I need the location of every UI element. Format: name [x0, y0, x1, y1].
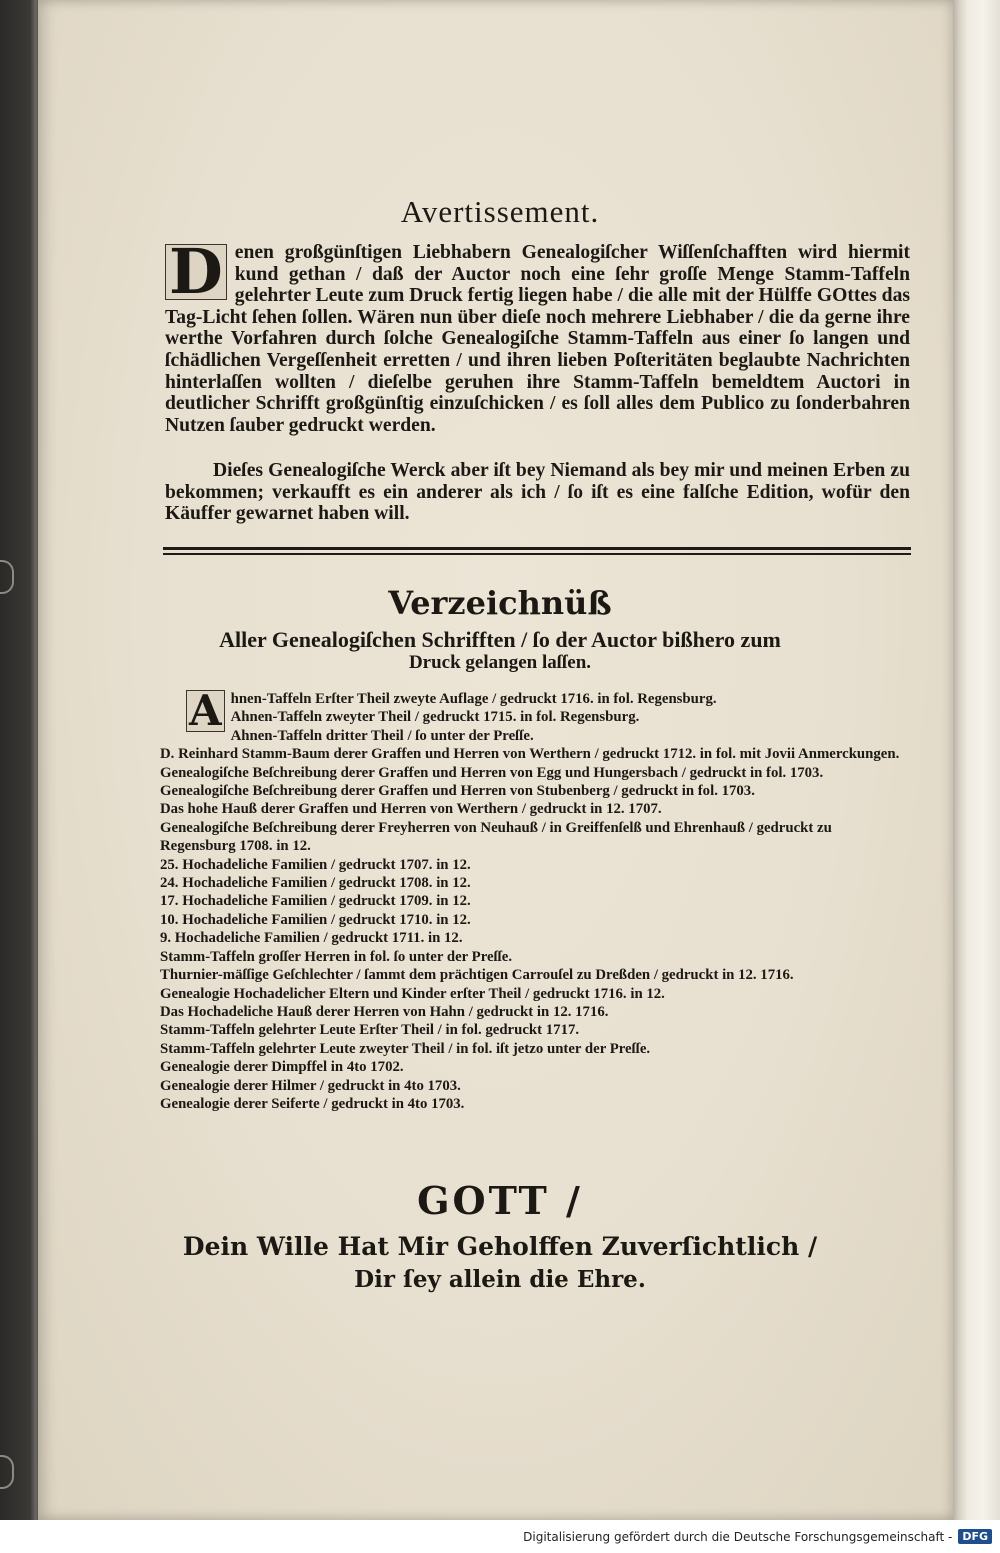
avertissement-text: enen großgünſtigen Liebhabern Genealogiſcher Wiſſenſchafften wird hiermit kund gethan / daß der Auctor noch eine ſehr groſſe Menge Stamm-Taffeln gelehrter Leute zum Druck fertig liegen habe / die alle mit der Hülffe GOttes das Tag-Licht ſehen ſollen. Wären nun über dieſe noch mehrere Liebhaber / die da gerne ihre werthe Vorfahren durch ſolche Genealogiſche Stamm-Taffeln aus einer ſo langen und ſchädlichen Vergeſſenheit erretten / und ihren lieben Poſteritäten beglaubte Nachrichten hinterlaſſen wollten / dieſelbe geruhen ihre Stamm-Taffeln bemeldtem Auctori in deutlicher Schrifft großgünſtig einzuſchicken / es ſoll alles dem Publico zu ſonderbahren Nutzen ſauber gedruckt werden. — [165, 242, 910, 436]
dfg-logo-icon: DFG — [958, 1529, 992, 1544]
closing-motto: Dein Wille Hat Mir Geholffen Zuverſichtlich / — [182, 1232, 818, 1261]
list-item: 9. Hochadeliche Familien / gedruckt 1711. in 12. — [160, 930, 463, 947]
verzeichnis-title: Verzeichnüß — [388, 584, 612, 622]
double-rule-bottom — [163, 553, 911, 555]
list-item: Das hohe Hauß derer Graffen und Herren von Werthern / gedruckt in 12. 1707. — [160, 801, 662, 818]
verzeichnis-subtitle-2: Druck gelangen laſſen. — [408, 652, 592, 673]
list-item: D. Reinhard Stamm-Baum derer Graffen und Herren von Werthern / gedruckt 1712. in fol. mit Jovii Anmerckungen. — [160, 746, 900, 763]
avertissement-paragraph — [165, 235, 910, 436]
digitization-footer — [0, 1520, 1000, 1553]
avertissement-heading: Avertissement. — [400, 194, 600, 229]
closing-gott: GOTT / — [417, 1178, 583, 1223]
list-item: Stamm-Taffeln gelehrter Leute Erſter Theil / in fol. gedruckt 1717. — [160, 1022, 580, 1039]
double-rule-top — [163, 547, 911, 550]
avertissement-paragraph-2 — [165, 460, 910, 525]
list-item: Genealogiſche Beſchreibung derer Freyherren von Neuhauß / in Greiffenſelß und Ehrenhauß / gedruckt zu Regensburg 1708. in 12. — [160, 819, 832, 855]
list-item: Ahnen-Taffeln dritter Theil / ſo unter der Preſſe. — [230, 727, 534, 744]
list-item: 10. Hochadeliche Familien / gedruckt 1710. in 12. — [160, 911, 471, 928]
list-item: Genealogie Hochadelicher Eltern und Kinder erſter Theil / gedruckt 1716. in 12. — [160, 985, 665, 1002]
binding-ring — [0, 1455, 14, 1489]
list-item: Genealogie derer Seiferte / gedruckt in 4to 1703. — [160, 1095, 465, 1112]
list-item: Stamm-Taffeln groſſer Herren in fol. ſo unter der Preſſe. — [160, 948, 513, 965]
list-item: Genealogie derer Hilmer / gedruckt in 4to 1703. — [160, 1077, 461, 1094]
list-item: Stamm-Taffeln gelehrter Leute zweyter Theil / in fol. iſt jetzo unter der Preſſe. — [160, 1040, 651, 1057]
drop-cap: D — [165, 244, 227, 300]
footer-credit: Digitalisierung gefördert durch die Deutsche Forschungsgemeinschaft - — [523, 1529, 953, 1544]
list-item: 24. Hochadeliche Familien / gedruckt 1708. in 12. — [160, 875, 471, 892]
list-item: 17. Hochadeliche Familien / gedruckt 1709. in 12. — [160, 893, 471, 910]
list-item: Thurnier-mäſſige Geſchlechter / ſammt dem prächtigen Carrouſel zu Dreßden / gedruckt in 12. 1716. — [160, 967, 794, 984]
list-item: Genealogie derer Dimpffel in 4to 1702. — [160, 1059, 404, 1076]
list-drop-cap: A — [186, 690, 225, 732]
list-item: A hnen-Taffeln Erſter Theil zweyte Auflage / gedruckt 1716. in fol. Regensburg. — [160, 690, 910, 708]
publication-list — [160, 686, 910, 1113]
list-item: Genealogiſche Beſchreibung derer Graffen und Herren von Egg und Hungersbach / gedruckt in fol. 1703. — [160, 764, 824, 781]
avertissement-text-2: Dieſes Genealogiſche Werck aber iſt bey Niemand als bey mir und meinen Erben zu bekommen; verkaufft es ein anderer als ich / ſo iſt es eine falſche Edition, wofür den Käuffer gewarnet haben will. — [165, 460, 910, 525]
verzeichnis-subtitle: Aller Genealogiſchen Schrifften / ſo der Auctor bißhero zum — [219, 627, 781, 652]
list-item: 25. Hochadeliche Familien / gedruckt 1707. in 12. — [160, 856, 471, 873]
list-item: Das Hochadeliche Hauß derer Herren von Hahn / gedruckt in 12. 1716. — [160, 1003, 609, 1020]
list-item: Ahnen-Taffeln zweyter Theil / gedruckt 1715. in fol. Regensburg. — [230, 709, 640, 726]
closing-ehre: Dir ſey allein die Ehre. — [354, 1266, 646, 1293]
list-item: Genealogiſche Beſchreibung derer Graffen und Herren von Stubenberg / gedruckt in fol. 1703. — [160, 783, 755, 800]
